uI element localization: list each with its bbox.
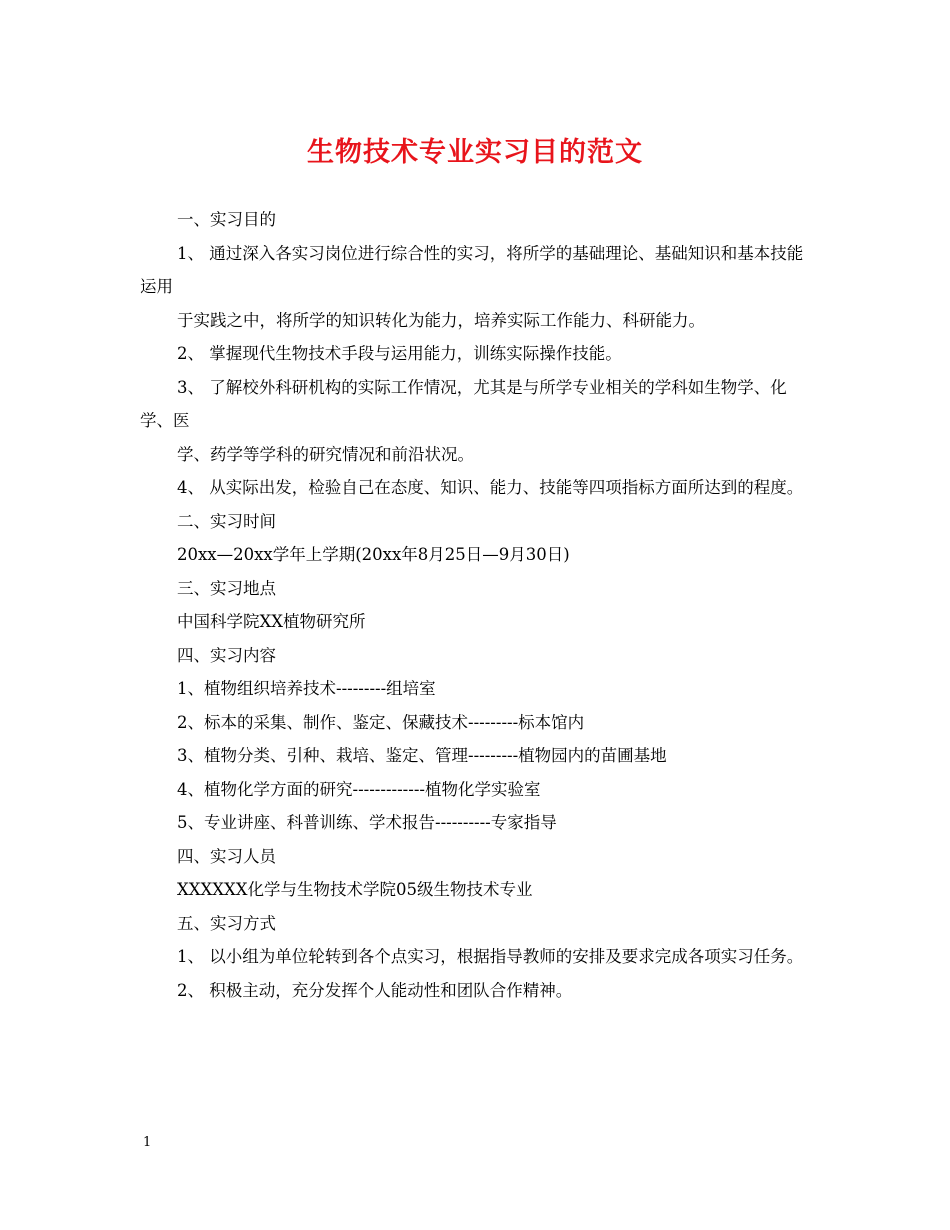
list-item: 1、植物组织培养技术---------组培室 (177, 679, 436, 698)
paragraph: 20xx—20xx学年上学期(20xx年8月25日—9月30日) (177, 545, 570, 564)
list-item: 2、标本的采集、制作、鉴定、保藏技术---------标本馆内 (177, 712, 585, 732)
paragraph: 中国科学院XX植物研究所 (177, 612, 366, 631)
paragraph: 2、 积极主动，充分发挥个人能动性和团队合作精神。 (177, 980, 573, 1000)
page-number: 1 (143, 1135, 152, 1150)
section-heading-purpose: 一、实习目的 (177, 210, 276, 229)
document-title: 生物技术专业实习目的范文 (307, 137, 643, 168)
document-body (140, 203, 815, 1007)
paragraph: 3、 了解校外科研机构的实际工作情况，尤其是与所学专业相关的学科如生物学、化学、医 (140, 377, 787, 430)
paragraph: 1、 通过深入各实习岗位进行综合性的实习，将所学的基础理论、基础知识和基本技能运用 (140, 243, 804, 296)
section-heading-method: 五、实习方式 (177, 913, 276, 933)
section-heading-personnel: 四、实习人员 (177, 846, 276, 866)
paragraph: 1、 以小组为单位轮转到各个点实习，根据指导教师的安排及要求完成各项实习任务。 (177, 947, 804, 966)
list-item: 5、专业讲座、科普训练、学术报告----------专家指导 (177, 813, 557, 832)
list-item: 4、植物化学方面的研究-------------植物化学实验室 (177, 779, 541, 799)
section-heading-content: 四、实习内容 (177, 645, 276, 665)
paragraph: 4、 从实际出发，检验自己在态度、知识、能力、技能等四项指标方面所达到的程度。 (177, 478, 804, 497)
paragraph: XXXXXX化学与生物技术学院05级生物技术专业 (177, 880, 533, 899)
paragraph: 于实践之中，将所学的知识转化为能力，培养实际工作能力、科研能力。 (177, 310, 705, 330)
section-heading-time: 二、实习时间 (177, 511, 276, 531)
section-heading-location: 三、实习地点 (177, 578, 276, 598)
paragraph: 学、药学等学科的研究情况和前沿状况。 (177, 444, 474, 464)
list-item: 3、植物分类、引种、栽培、鉴定、管理---------植物园内的苗圃基地 (177, 746, 667, 765)
paragraph: 2、 掌握现代生物技术手段与运用能力，训练实际操作技能。 (177, 344, 622, 363)
